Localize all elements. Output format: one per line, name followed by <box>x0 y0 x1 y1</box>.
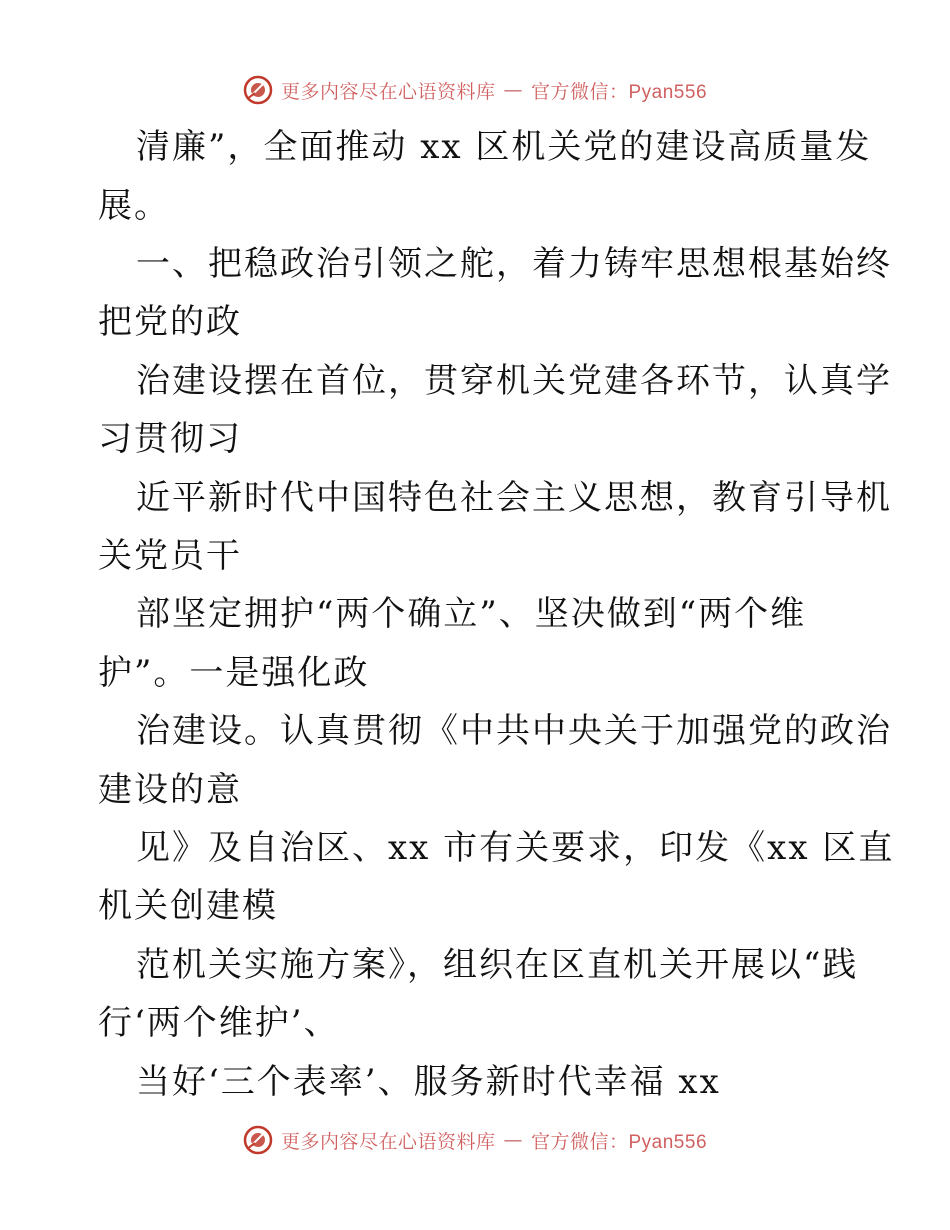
body-line: 范机关实施方案》，组织在区直机关开展以“践 <box>136 945 859 985</box>
body-line: 近平新时代中国特色社会主义思想，教育引导机 <box>136 478 892 518</box>
watermark-text: 更多内容尽在心语资料库 <box>280 1130 496 1153</box>
body-line: 展。 <box>98 186 170 226</box>
watermark-separator: — <box>503 1129 523 1151</box>
watermark-contact: 官方微信：Pyan556 <box>531 81 708 103</box>
body-line: 清廉”，全面推动 xx 区机关党的建设高质量发 <box>136 127 872 167</box>
watermark-separator: — <box>503 79 523 101</box>
body-line: 机关创建模 <box>98 886 278 926</box>
body-line: 建设的意 <box>98 770 242 810</box>
watermark-contact: 官方微信：Pyan556 <box>531 1131 708 1153</box>
body-line: 部坚定拥护“两个确立”、坚决做到“两个维 <box>136 594 807 634</box>
body-line: 见》及自治区、xx 市有关要求，印发《xx 区直 <box>136 828 895 868</box>
body-line: 行‘两个维护’、 <box>98 1003 340 1043</box>
watermark-text: 更多内容尽在心语资料库 <box>280 80 496 103</box>
body-line: 治建设。认真贯彻《中共中央关于加强党的政治 <box>136 711 892 751</box>
body-line: 习贯彻习 <box>98 419 242 459</box>
body-line: 把党的政 <box>98 302 242 342</box>
body-line: 一、把稳政治引领之舵，着力铸牢思想根基始终 <box>136 244 892 284</box>
watermark-logo-icon <box>243 1125 273 1155</box>
body-line: 治建设摆在首位，贯穿机关党建各环节，认真学 <box>136 361 892 401</box>
body-line: 当好‘三个表率’、服务新时代幸福 xx <box>136 1062 721 1102</box>
footer-watermark <box>0 1120 950 1160</box>
body-line: 关党员干 <box>98 536 242 576</box>
body-line: 护”。一是强化政 <box>98 653 370 693</box>
